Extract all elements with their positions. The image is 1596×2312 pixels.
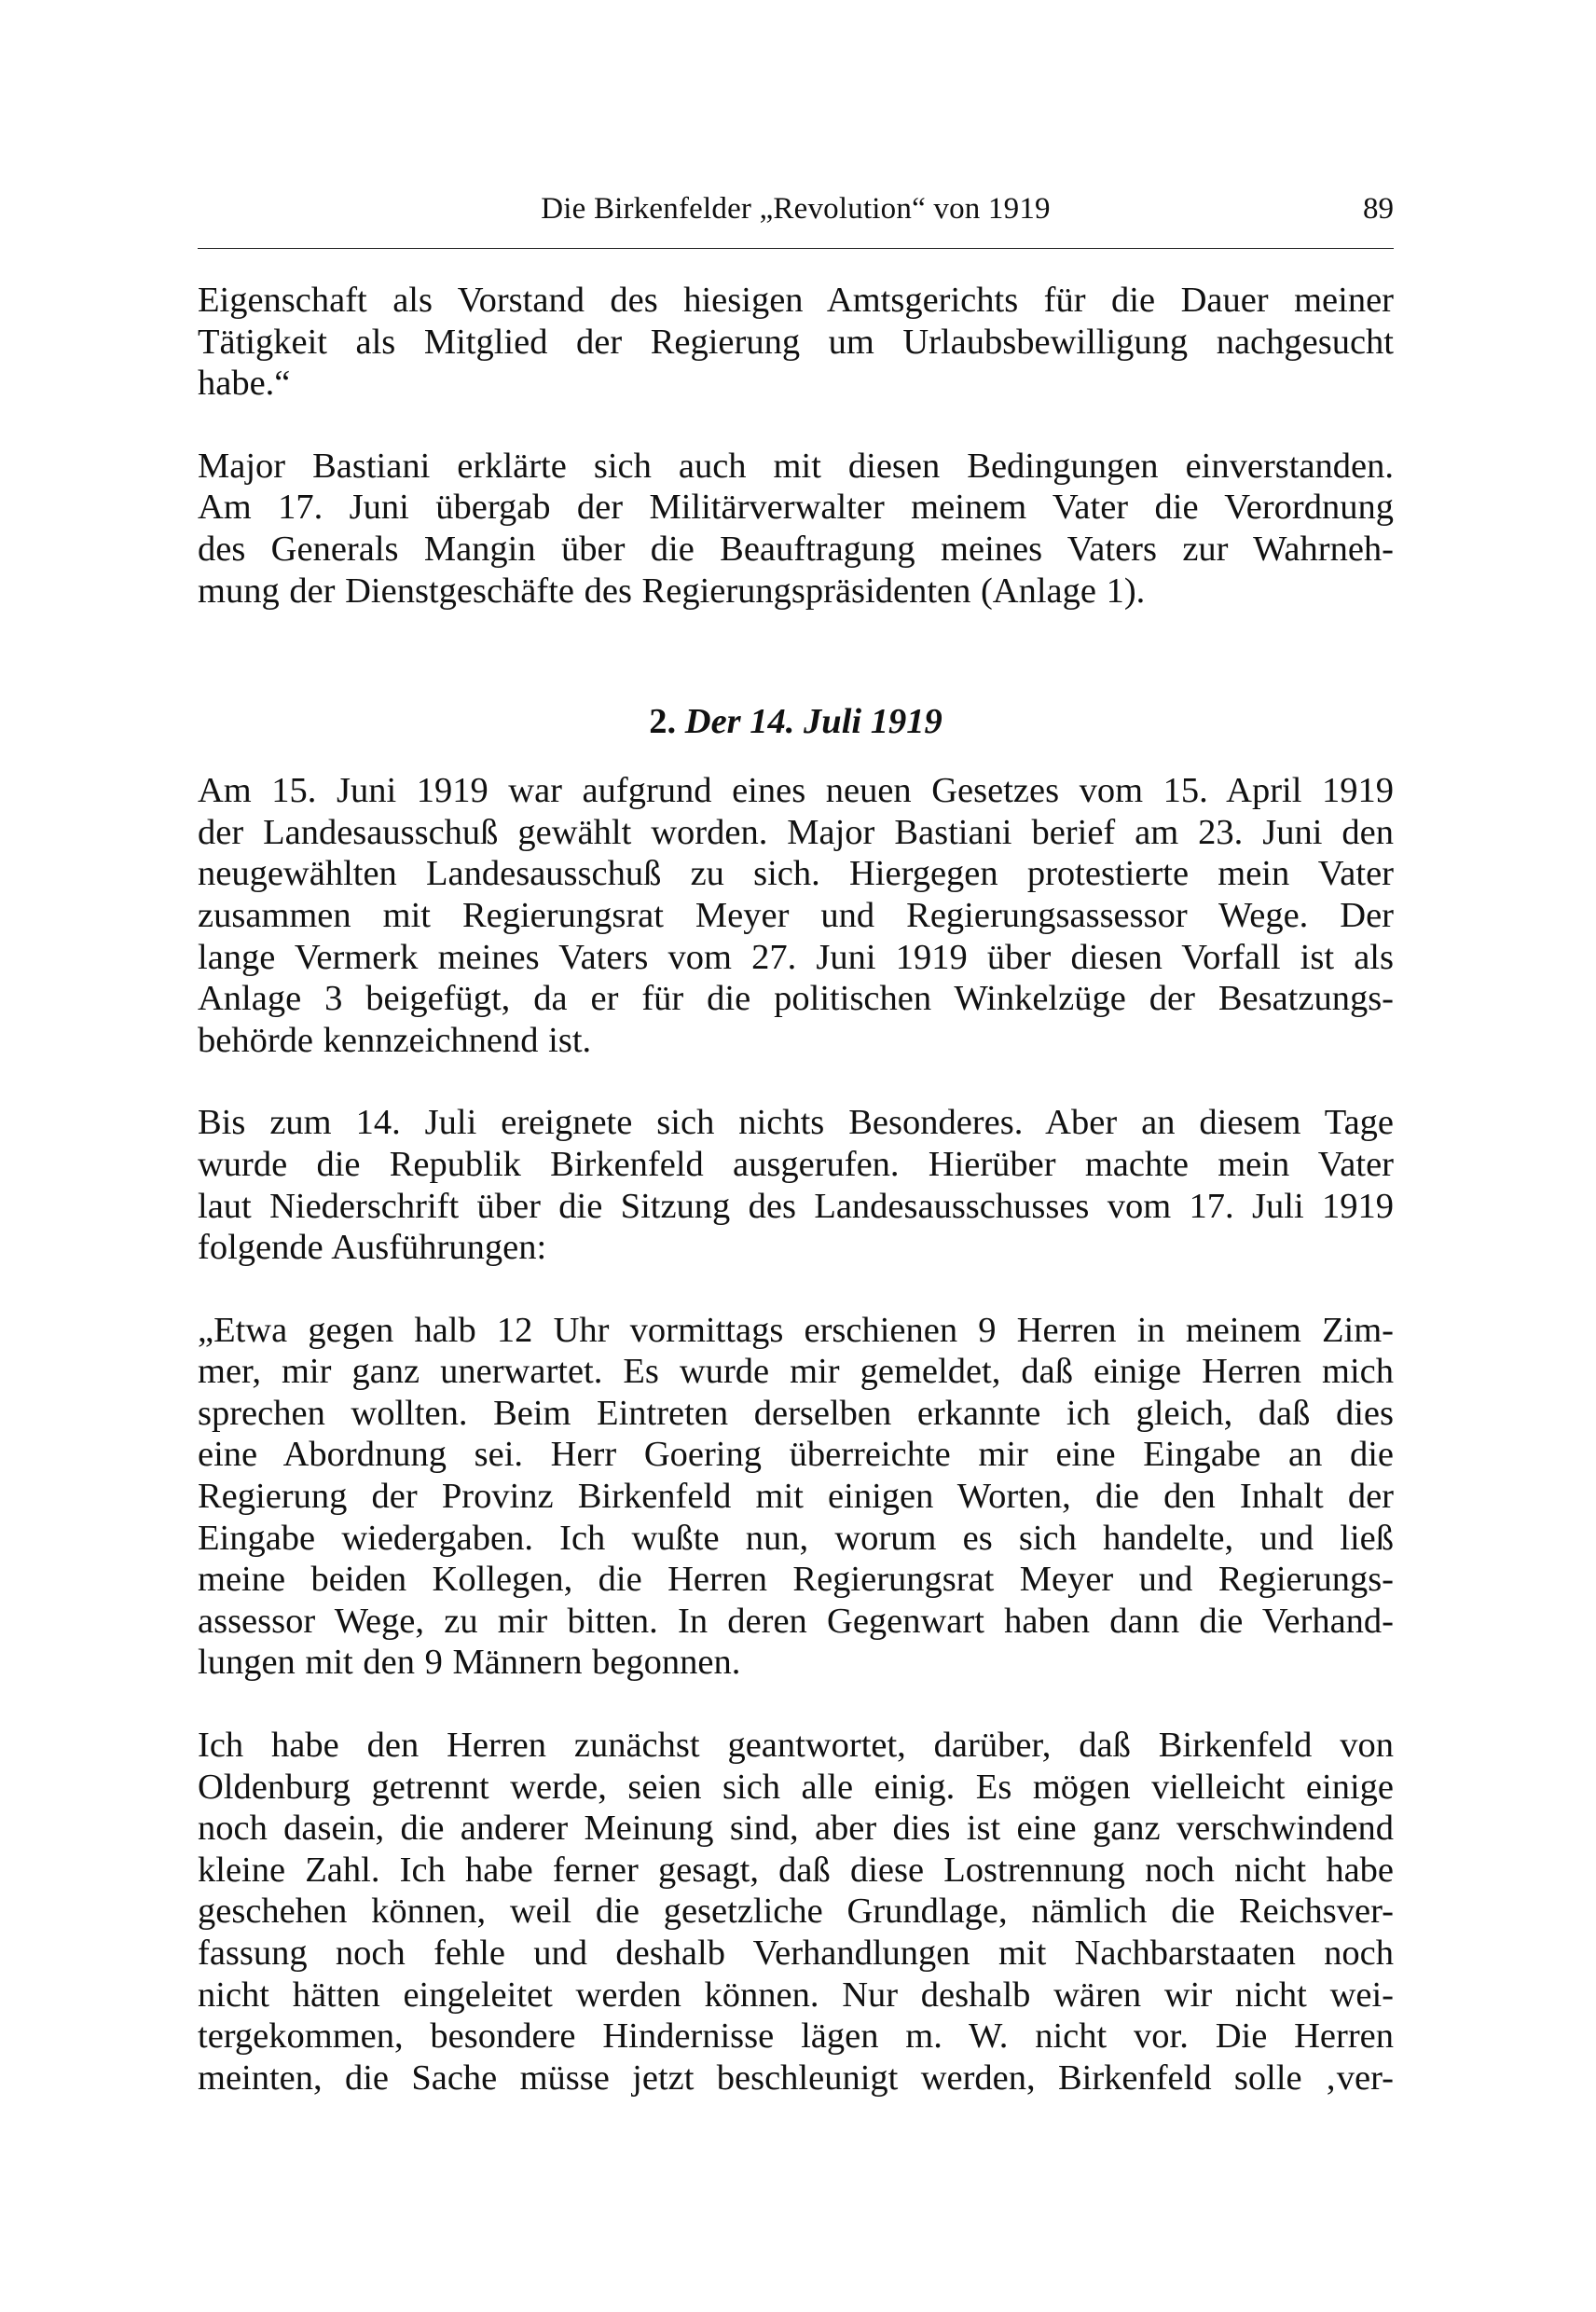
text-line: kleine Zahl. Ich habe ferner gesagt, daß diese Lostrennung noch nicht habe — [198, 1850, 1394, 1890]
text-line: neugewählten Landesausschuß zu sich. Hiergegen protestierte mein Vater — [198, 854, 1394, 894]
text-line: Oldenburg getrennt werde, seien sich alle einig. Es mögen vielleicht einige — [198, 1767, 1394, 1807]
text-line: Bis zum 14. Juli ereignete sich nichts Besonderes. Aber an diesem Tage — [198, 1103, 1394, 1143]
text-line: Eingabe wiedergaben. Ich wußte nun, worum es sich handelte, und ließ — [198, 1518, 1394, 1558]
text-line: Major Bastiani erklärte sich auch mit diesen Bedingungen einverstanden. — [198, 446, 1394, 486]
paragraph-gap — [198, 1684, 1394, 1725]
paragraph-gap — [198, 612, 1394, 701]
text-line: mer, mir ganz unerwartet. Es wurde mir gemeldet, daß einige Herren mich — [198, 1352, 1394, 1392]
text-line: noch dasein, die anderer Meinung sind, aber dies ist eine ganz verschwindend — [198, 1809, 1394, 1849]
text-line: Anlage 3 beigefügt, da er für die politischen Winkelzüge der Besatzungs- — [198, 979, 1394, 1019]
section-number: 2. — [649, 702, 677, 742]
text-line: folgende Ausführungen: — [198, 1228, 547, 1268]
paragraph — [198, 280, 1394, 405]
text-line: tergekommen, besondere Hindernisse lägen m. W. nicht vor. Die Herren — [198, 2016, 1394, 2057]
paragraph — [198, 1102, 1394, 1268]
text-line: mung der Dienstgeschäfte des Regierungspräsidenten (Anlage 1). — [198, 571, 1146, 611]
text-line: wurde die Republik Birkenfeld ausgerufen. Hierüber machte mein Vater — [198, 1144, 1394, 1184]
text-line: Ich habe den Herren zunächst geantwortet, darüber, daß Birkenfeld von — [198, 1726, 1394, 1766]
paragraph-gap — [198, 1061, 1394, 1102]
text-line: sprechen wollten. Beim Eintreten derselben erkannte ich gleich, daß dies — [198, 1393, 1394, 1433]
section-heading — [198, 701, 1394, 742]
text-line: meinten, die Sache müsse jetzt beschleunigt werden, Birkenfeld solle ‚ver- — [198, 2057, 1394, 2098]
paragraph-gap — [198, 405, 1394, 446]
text-line: Eigenschaft als Vorstand des hiesigen Amtsgerichts für die Dauer meiner — [198, 281, 1394, 320]
text-line: eine Abordnung sei. Herr Goering überreichte mir eine Eingabe an die — [198, 1435, 1394, 1475]
paragraph-gap — [198, 742, 1394, 770]
body-text — [198, 280, 1394, 2099]
paragraph — [198, 446, 1394, 612]
text-line: Am 15. Juni 1919 war aufgrund eines neuen Gesetzes vom 15. April 1919 — [198, 771, 1394, 811]
text-line: der Landesausschuß gewählt worden. Major Bastiani berief am 23. Juni den — [198, 812, 1394, 852]
text-line: Tätigkeit als Mitglied der Regierung um Urlaubsbewilligung nachgesucht — [198, 322, 1394, 362]
running-title: Die Birkenfelder „Revolution“ von 1919 — [541, 192, 1051, 226]
text-line: fassung noch fehle und deshalb Verhandlungen mit Nachbarstaaten noch — [198, 1934, 1394, 1973]
text-line: „Etwa gegen halb 12 Uhr vormittags erschienen 9 Herren in meinem Zim- — [198, 1310, 1394, 1350]
text-line: nicht hätten eingeleitet werden können. Nur deshalb wären wir nicht wei- — [198, 1975, 1394, 2015]
text-line: geschehen können, weil die gesetzliche Grundlage, nämlich die Reichsver- — [198, 1892, 1394, 1932]
text-line: zusammen mit Regierungsrat Meyer und Regierungsassessor Wege. Der — [198, 895, 1394, 935]
paragraph — [198, 1310, 1394, 1684]
text-line: lungen mit den 9 Männern begonnen. — [198, 1643, 741, 1683]
text-line: behörde kennzeichnend ist. — [198, 1020, 592, 1060]
header-rule — [198, 248, 1394, 249]
paragraph — [198, 1725, 1394, 2099]
page-number: 89 — [1363, 192, 1394, 226]
running-header — [198, 186, 1394, 239]
section-title: Der 14. Juli 1919 — [684, 702, 942, 742]
text-line: meine beiden Kollegen, die Herren Regierungsrat Meyer und Regierungs- — [198, 1560, 1394, 1600]
paragraph — [198, 770, 1394, 1061]
text-line: Regierung der Provinz Birkenfeld mit einigen Worten, die den Inhalt der — [198, 1477, 1394, 1517]
paragraph-gap — [198, 1269, 1394, 1310]
text-line: des Generals Mangin über die Beauftragung meines Vaters zur Wahrneh- — [198, 529, 1394, 569]
text-line: Am 17. Juni übergab der Militärverwalter meinem Vater die Verordnung — [198, 488, 1394, 528]
text-line: lange Vermerk meines Vaters vom 27. Juni 1919 über diesen Vorfall ist als — [198, 937, 1394, 977]
text-line: habe.“ — [198, 364, 291, 404]
text-line: laut Niederschrift über die Sitzung des Landesausschusses vom 17. Juli 1919 — [198, 1186, 1394, 1226]
text-line: assessor Wege, zu mir bitten. In deren Gegenwart haben dann die Verhand- — [198, 1601, 1394, 1641]
